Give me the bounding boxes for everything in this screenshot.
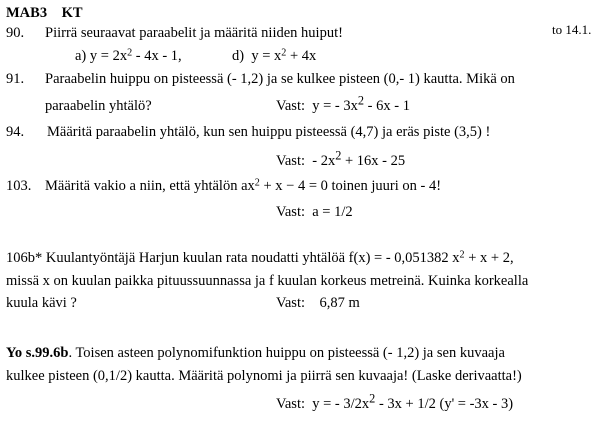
problem-90-part-a: a) $y = 2x^2 - 4x - 1$, xyxy=(75,47,182,64)
problem-106b-line1: 106b* Kuulantyöntäjä Harjun kuulan rata noudatti yhtälöä f(x) = - 0,051382 $x^2 + x + 2$, xyxy=(6,249,514,266)
problem-106b-line3: kuula kävi ? xyxy=(6,295,77,311)
problem-103-answer: Vast: a = 1/2 xyxy=(276,204,353,220)
problem-94-text: Määritä paraabelin yhtälö, kun sen huippu pisteessä (4,7) ja eräs piste (3,5) ! xyxy=(47,124,491,140)
course-code: MAB3 KT xyxy=(6,5,83,21)
problem-106b-line2: missä x on kuulan paikka pituussuunnassa ja f kuulan korkeus metreinä. Kuinka korkealla xyxy=(6,273,529,289)
problem-94-number: 94. xyxy=(6,124,25,140)
subject-code: KT xyxy=(61,5,83,21)
problem-103-text: Määritä vakio a niin, että yhtälön $ax^2 + x - 4 = 0$ toinen juuri on - 4! xyxy=(45,177,442,194)
problem-90-part-d: d) $y = x^2 + 4x$ xyxy=(232,47,317,64)
problem-yo-number: Yo s.99.6b xyxy=(6,345,69,361)
problem-106b-number: 106b* xyxy=(6,250,43,266)
problem-90-number: 90. xyxy=(6,25,25,41)
problem-94-answer: Vast: - $2x^2 + 16x - 25$ xyxy=(276,148,406,169)
problem-yo-line1: Yo s.99.6b. Toisen asteen polynomifunktion huippu on pisteessä (- 1,2) ja sen kuvaaja xyxy=(6,345,505,361)
problem-91-number: 91. xyxy=(6,71,25,87)
problem-91-answer: Vast: y = - $3x^2 - 6x - 1$ xyxy=(276,93,410,114)
problem-91-line1: Paraabelin huippu on pisteessä (- 1,2) ja se kulkee pisteen (0,- 1) kautta. Mikä on xyxy=(45,71,515,87)
problem-90-text: Piirrä seuraavat paraabelit ja määritä niiden huiput! xyxy=(45,25,343,41)
due-date: to 14.1. xyxy=(552,22,592,37)
problem-91-line2: paraabelin yhtälö? xyxy=(45,98,152,114)
problem-103-number: 103. xyxy=(6,178,32,194)
problem-yo-line2: kulkee pisteen (0,1/2) kautta. Määritä polynomi ja piirrä sen kuvaaja! (Laske derivaatta!) xyxy=(6,368,522,384)
problem-106b-answer: Vast: 6,87 m xyxy=(276,295,360,311)
problem-yo-answer: Vast: y = - $3/2x^2 - 3x + 1/2$ (y' = -3x - 3) xyxy=(276,391,514,412)
